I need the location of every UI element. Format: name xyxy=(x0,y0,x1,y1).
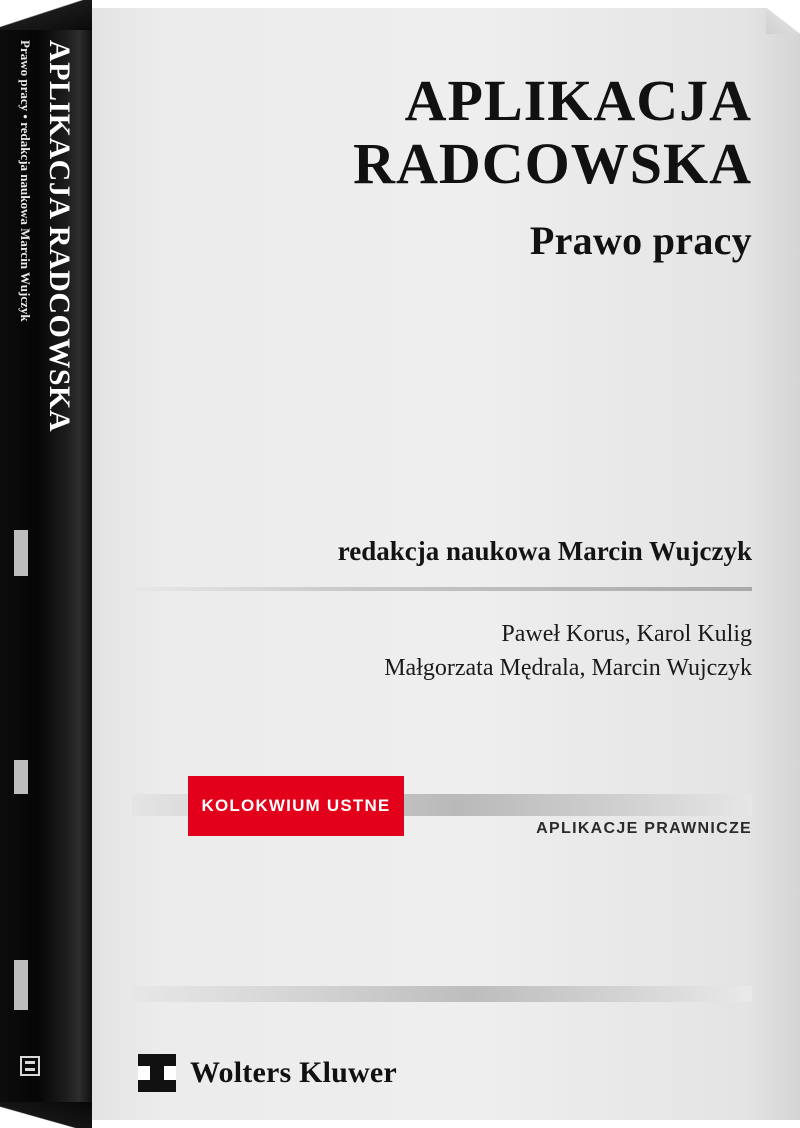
status-badge xyxy=(188,776,404,836)
spine-title: APLIKACJA RADCOWSKA xyxy=(43,40,76,433)
series-label: APLIKACJE PRAWNICZE xyxy=(536,820,752,837)
divider-rule xyxy=(132,587,752,591)
book-spine xyxy=(0,0,92,1128)
spine-mark xyxy=(14,760,28,794)
banner-row xyxy=(132,776,752,836)
authors-list xyxy=(132,617,752,685)
list-item: Paweł Korus, Karol Kulig xyxy=(501,621,752,647)
editor-block xyxy=(132,536,752,685)
spine-mark xyxy=(14,960,28,1010)
spine-mark xyxy=(14,530,28,576)
wolters-kluwer-logo-icon xyxy=(138,1054,176,1092)
spine-top-fold xyxy=(0,0,92,30)
spine-subtitle: Prawo pracy • redakcja naukowa Marcin Wujczyk xyxy=(18,40,33,322)
editor-credit: redakcja naukowa Marcin Wujczyk xyxy=(337,536,752,566)
title-block xyxy=(132,70,752,264)
spine-subtitle-rot xyxy=(16,40,34,322)
front-cover xyxy=(92,8,800,1120)
page-subtitle: Prawo pracy xyxy=(529,218,752,264)
page-title-line-1: APLIKACJA xyxy=(404,68,752,133)
spine-title-rot xyxy=(44,40,74,432)
list-item: Małgorzata Mędrala, Marcin Wujczyk xyxy=(384,655,752,682)
badge-label: KOLOKWIUM USTNE xyxy=(201,796,391,815)
spine-bottom-fold xyxy=(0,1102,92,1128)
publisher-block xyxy=(138,1054,397,1092)
publisher-name: Wolters Kluwer xyxy=(190,1056,397,1089)
cover-corner-fold xyxy=(766,8,800,34)
wolters-kluwer-mark-icon xyxy=(20,1056,40,1076)
bottom-rule xyxy=(132,986,752,1002)
page-title-line-2: RADCOWSKA xyxy=(353,130,752,196)
